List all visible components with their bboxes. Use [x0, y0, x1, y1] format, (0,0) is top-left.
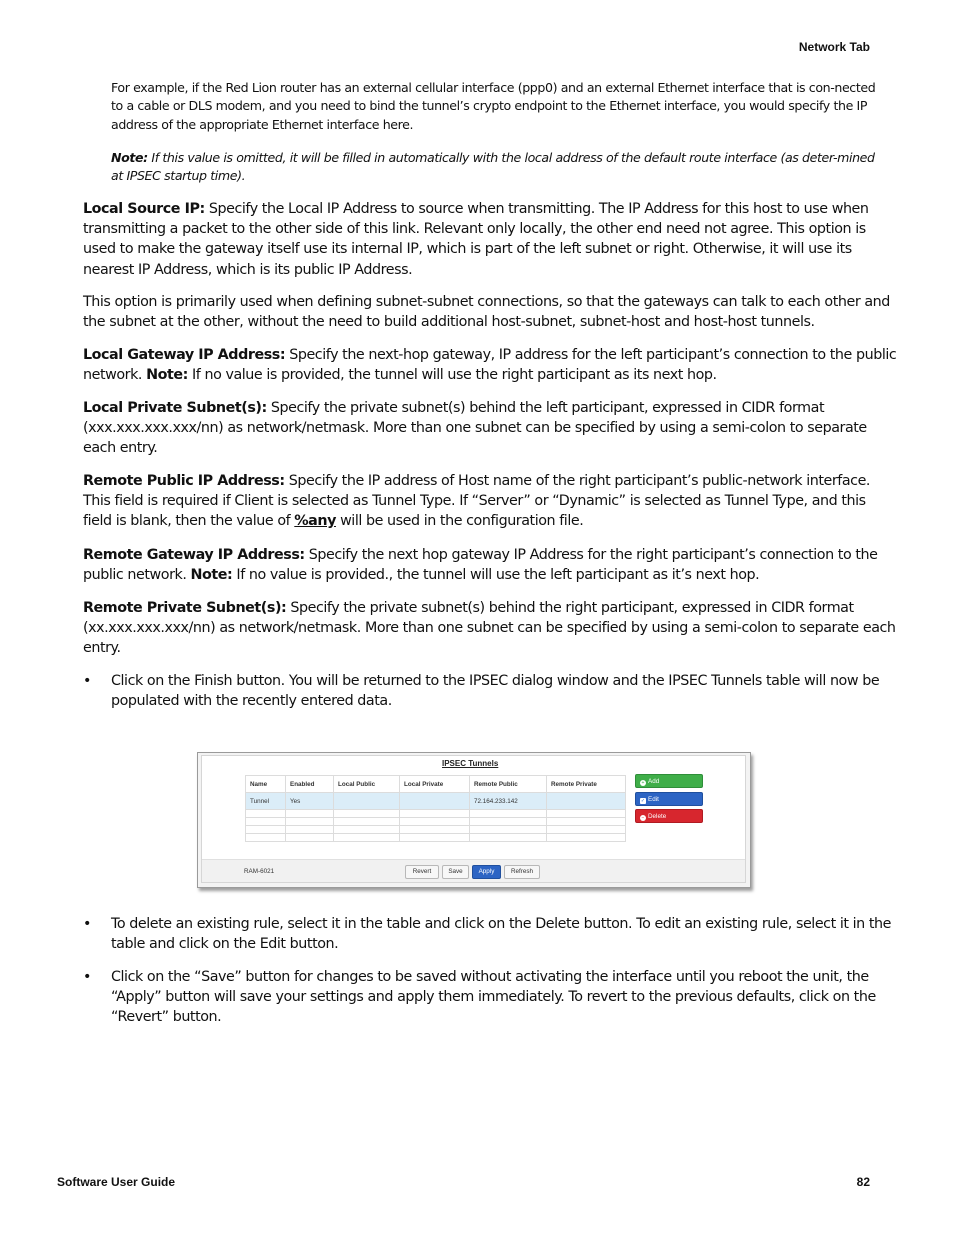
refresh-button[interactable]: Refresh — [504, 865, 540, 879]
running-header: Network Tab — [798, 40, 870, 54]
local-source-label: Local Source IP: — [83, 201, 205, 217]
bullet-finish-text: Click on the Finish button. You will be returned to the IPSEC dialog window and the IPSEC Tunnels table will now be populated with the recently entered data. — [111, 673, 880, 710]
add-button[interactable] — [635, 774, 703, 788]
edit-label: Edit — [648, 796, 659, 803]
local-source-paragraph — [83, 199, 897, 280]
empty-row — [246, 834, 626, 842]
edit-button[interactable] — [635, 792, 703, 806]
remote-private-label: Remote Private Subnet(s): — [83, 600, 287, 616]
empty-row — [246, 826, 626, 834]
save-button[interactable]: Save — [442, 865, 469, 879]
ipsec-title: IPSEC Tunnels — [442, 759, 499, 768]
table-row[interactable] — [246, 793, 626, 810]
empty-row — [246, 810, 626, 818]
apply-button[interactable]: Apply — [472, 865, 501, 879]
remote-gateway-note-label: Note: — [190, 567, 233, 584]
local-source-text: Specify the Local IP Address to source when transmitting. The IP Address for this host to use when transmitting a packet to the other side of this link. Relevant only locally, the other end need not agree. This option is used to make the gateway itself use its internal IP, which is part of the left subnet or right. Otherwise, it will use its nearest IP Address, which is its public IP Address. — [83, 201, 869, 278]
bullet-finish — [83, 671, 897, 711]
remote-gateway-label: Remote Gateway IP Address: — [83, 547, 305, 563]
remote-gateway-paragraph — [83, 545, 897, 585]
ipsec-tunnels-table — [245, 775, 626, 842]
local-private-label: Local Private Subnet(s): — [83, 400, 267, 416]
page-number: 82 — [856, 1175, 870, 1189]
bullet-save — [83, 967, 897, 1028]
bullet-symbol: • — [83, 969, 91, 985]
table-cell — [334, 793, 400, 810]
column-header-enabled: Enabled — [286, 776, 334, 793]
local-gateway-paragraph — [83, 345, 897, 385]
ipsec-tunnels-screenshot — [197, 752, 751, 888]
remote-public-text: Specify the IP address of Host name of the right participant’s public-network interface. This field is required if Client is selected as Tunnel Type. If “Server” or “Dynamic” is selected as Tunnel Type, and this field is blank, then the value of — [83, 473, 871, 530]
local-source-extra-paragraph: This option is primarily used when defining subnet-subnet connections, so that the gateways can talk to each other and the subnet at the other, without the need to build additional host-subnet, subnet-host and host-host tunnels. — [83, 294, 890, 331]
note-paragraph — [111, 149, 881, 186]
delete-label: Delete — [648, 813, 667, 820]
revert-button[interactable]: Revert — [405, 865, 439, 879]
model-label: RAM-6021 — [244, 868, 275, 875]
empty-row — [246, 818, 626, 826]
column-header-local-private: Local Private — [400, 776, 470, 793]
bullet-symbol: • — [83, 673, 91, 689]
note-label: Note: — [111, 150, 148, 165]
add-label: Add — [648, 778, 660, 785]
remote-private-text: Specify the private subnet(s) behind the right participant, expressed in CIDR format (xx.xxx.xxx.xxx/nn) as network/netmask. More than one subnet can be specified by using a semi-colon to separate each entry. — [83, 600, 896, 657]
local-private-paragraph — [83, 398, 897, 459]
action-bar — [202, 859, 745, 882]
table-cell: Tunnel — [246, 793, 286, 810]
footer-title: Software User Guide — [57, 1175, 176, 1189]
bullet-symbol: • — [83, 916, 91, 932]
local-private-text: Specify the private subnet(s) behind the left participant, expressed in CIDR format (xxx.xxx.xxx.xxx/nn) as network/netmask. More than one subnet can be specified by using a semi-colon to separate each entry. — [83, 400, 867, 457]
remote-public-label: Remote Public IP Address: — [83, 473, 285, 489]
column-header-name: Name — [246, 776, 286, 793]
remote-gateway-text: Specify the next hop gateway IP Address for the right participant’s connection to the public network. — [83, 547, 878, 584]
ipsec-panel — [201, 755, 746, 883]
table-cell: 72.164.233.142 — [470, 793, 547, 810]
any-keyword: %any — [294, 513, 336, 530]
column-header-local-public: Local Public — [334, 776, 400, 793]
local-gateway-label: Local Gateway IP Address: — [83, 347, 286, 363]
minus-icon: − — [641, 815, 645, 821]
note-text: If this value is omitted, it will be filled in automatically with the local address of the default route interface (as deter-mined at IPSEC startup time). — [111, 150, 875, 184]
bullet-save-text: Click on the “Save” button for changes to be saved without activating the interface until you reboot the unit, the “Apply” button will save your settings and apply them immediately. To revert to the previous defaults, click on the “Revert” button. — [111, 969, 876, 1026]
table-cell — [547, 793, 626, 810]
column-header-remote-private: Remote Private — [547, 776, 626, 793]
delete-button[interactable] — [635, 809, 703, 823]
remote-public-paragraph — [83, 471, 897, 532]
column-header-remote-public: Remote Public — [470, 776, 547, 793]
local-gateway-note-text: If no value is provided, the tunnel will use the right participant as its next hop. — [187, 367, 717, 384]
table-header-row — [246, 776, 626, 793]
plus-icon: + — [641, 780, 645, 786]
remote-gateway-note-text: If no value is provided., the tunnel will use the left participant as it’s next hop. — [232, 567, 760, 584]
local-gateway-text: Specify the next-hop gateway, IP address for the left participant’s connection to the public network. — [83, 347, 897, 384]
remote-public-text-after: will be used in the configuration file. — [335, 513, 584, 530]
bullet-delete — [83, 914, 897, 954]
table-cell: Yes — [286, 793, 334, 810]
example-paragraph: For example, if the Red Lion router has an external cellular interface (ppp0) and an external Ethernet interface that is con-nected to a cable or DLS modem, and you need to bind the tunnel’s crypto endpoint to the Ethernet interface, you would specify the IP address of the appropriate Ethernet interface here. — [111, 80, 876, 132]
edit-icon: ✓ — [640, 798, 646, 804]
table-cell — [400, 793, 470, 810]
bullet-delete-text: To delete an existing rule, select it in the table and click on the Delete button. To edit an existing rule, select it in the table and click on the Edit button. — [111, 916, 891, 953]
local-gateway-note-label: Note: — [146, 367, 188, 384]
remote-private-paragraph — [83, 598, 897, 659]
